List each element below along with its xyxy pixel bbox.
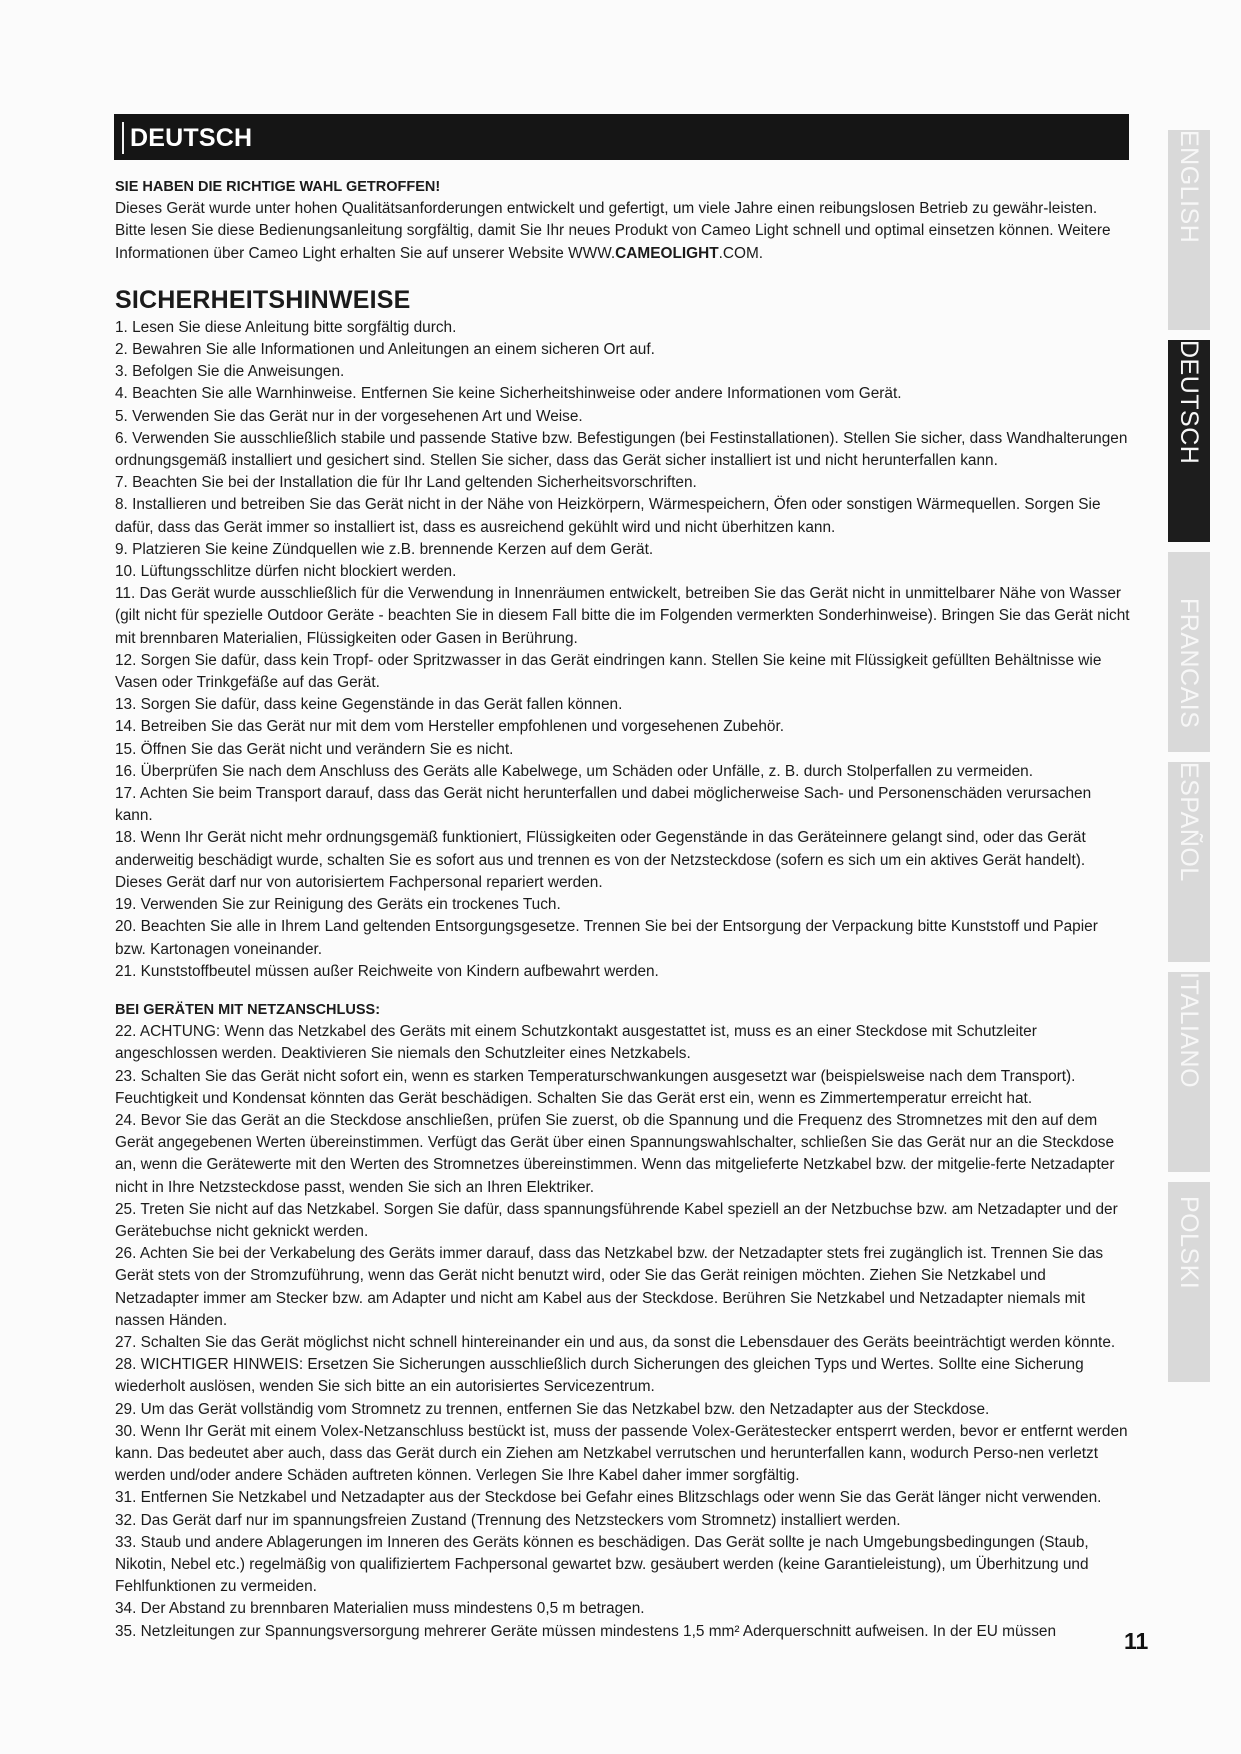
tab-deutsch[interactable] <box>1168 340 1210 542</box>
tab-english[interactable] <box>1168 130 1210 330</box>
tab-italiano[interactable] <box>1168 972 1210 1172</box>
safety-heading: SICHERHEITSHINWEISE <box>115 285 411 314</box>
safety-item: 6. Verwenden Sie ausschließlich stabile und passende Stative bzw. Befestigungen (bei Festinstallationen). Stellen Sie sicher, dass Wandhalterungen ordnungsgemäß installiert und gesichert sind. Stellen Sie sicher, dass das Gerät sicher installiert ist und nicht herunterfallen kann. <box>115 429 1128 470</box>
page-number: 11 <box>1124 1628 1149 1654</box>
safety-item: 14. Betreiben Sie das Gerät nur mit dem vom Hersteller empfohlenen und vorgesehenen Zubehör. <box>115 718 785 736</box>
intro-heading: SIE HABEN DIE RICHTIGE WAHL GETROFFEN! <box>115 179 441 195</box>
language-banner <box>114 114 1129 160</box>
intro-paragraph <box>115 198 1130 265</box>
tab-polski[interactable] <box>1168 1182 1210 1382</box>
mains-item: 35. Netzleitungen zur Spannungsversorgung mehrerer Geräte müssen mindestens 1,5 mm² Aderquerschnitt aufweisen. In der EU müssen <box>115 1622 1057 1640</box>
safety-item: 3. Befolgen Sie die Anweisungen. <box>115 363 345 381</box>
intro-text: Dieses Gerät wurde unter hohen Qualitätsanforderungen entwickelt und gefertigt, um viele Jahre einen reibungslosen Betrieb zu gewähr-leisten. Bitte lesen Sie diese Bedienungsanleitung sorgfältig, damit Sie Ihr neues Produkt von Cameo Light schnell und optimal einsetzen können. Weitere Informationen über Cameo Light erhalten Sie auf unserer Website WWW. <box>115 200 1111 262</box>
mains-item: 31. Entfernen Sie Netzkabel und Netzadapter aus der Steckdose bei Gefahr eines Blitzschlags oder wenn Sie das Gerät länger nicht verwenden. <box>115 1489 1102 1507</box>
tab-polski-label: POLSKI <box>1175 1196 1203 1290</box>
intro-text-end: .COM. <box>718 244 764 262</box>
safety-item: 7. Beachten Sie bei der Installation die für Ihr Land geltenden Sicherheitsvorschriften. <box>115 474 697 492</box>
mains-item: 32. Das Gerät darf nur im spannungsfreien Zustand (Trennung des Netzsteckers vom Stromnetz) installiert werden. <box>115 1511 901 1529</box>
tab-francais[interactable] <box>1168 552 1210 752</box>
safety-item: 1. Lesen Sie diese Anleitung bitte sorgfältig durch. <box>115 318 457 336</box>
tab-deutsch-label: DEUTSCH <box>1175 340 1203 465</box>
safety-item: 17. Achten Sie beim Transport darauf, dass das Gerät nicht herunterfallen und dabei möglicherweise Sach- und Personenschäden verursachen kann. <box>115 785 1092 825</box>
safety-item: 19. Verwenden Sie zur Reinigung des Geräts ein trockenes Tuch. <box>115 896 561 914</box>
language-header: DEUTSCH <box>122 122 258 154</box>
mains-item: 22. ACHTUNG: Wenn das Netzkabel des Geräts mit einem Schutzkontakt ausgestattet ist, muss es an einer Steckdose mit Schutzleiter angeschlossen werden. Deaktivieren Sie niemals den Schutzleiter eines Netzkabels. <box>115 1023 1037 1063</box>
mains-item: 23. Schalten Sie das Gerät nicht sofort ein, wenn es starken Temperaturschwankungen ausgesetzt war (beispielsweise nach dem Transport). Feuchtigkeit und Kondensat könnten das Gerät beschädigen. Schalten Sie das Gerät erst ein, wenn es Zimmertemperatur erreicht hat. <box>115 1067 1076 1107</box>
safety-item: 4. Beachten Sie alle Warnhinweise. Entfernen Sie keine Sicherheitshinweise oder andere Informationen vom Gerät. <box>115 385 902 403</box>
safety-item: 15. Öffnen Sie das Gerät nicht und verändern Sie es nicht. <box>115 740 514 758</box>
tab-espanol[interactable] <box>1168 762 1210 962</box>
safety-item: 16. Überprüfen Sie nach dem Anschluss des Geräts alle Kabelwege, um Schäden oder Unfälle, z. B. durch Stolperfallen zu vermeiden. <box>115 762 1033 780</box>
safety-item: 9. Platzieren Sie keine Zündquellen wie z.B. brennende Kerzen auf dem Gerät. <box>115 540 654 558</box>
mains-list <box>115 1021 1130 1643</box>
safety-item: 12. Sorgen Sie dafür, dass kein Tropf- oder Spritzwasser in das Gerät eindringen kann. Stellen Sie keine mit Flüssigkeit gefüllten Behältnisse wie Vasen oder Trinkgefäße auf das Gerät. <box>115 651 1102 692</box>
tab-francais-label: FRANCAIS <box>1175 598 1203 729</box>
mains-item: 33. Staub und andere Ablagerungen im Inneren des Geräts können es beschädigen. Das Gerät sollte je nach Umgebungsbedingungen (Staub, Nikotin, Nebel etc.) regelmäßig von qualifiziertem Fachpersonal gewartet bzw. gesäubert werden (keine Garantieleistung), um Überhitzung und Fehlfunktionen zu vermeiden. <box>115 1533 1089 1596</box>
mains-item: 26. Achten Sie bei der Verkabelung des Geräts immer darauf, dass das Netzkabel bzw. der Netzadapter stets frei zugänglich ist. Trennen Sie das Gerät stets von der Stromzuführung, wenn das Gerät nicht benutzt wird, oder Sie das Gerät reinigen möchten. Ziehen Sie Netzkabel und Netzadapter immer am Stecker bzw. am Adapter und nicht am Kabel aus der Steckdose. Berühren Sie Netzkabel und Netzadapter niemals mit nassen Händen. <box>115 1245 1104 1329</box>
mains-item: 34. Der Abstand zu brennbaren Materialien muss mindestens 0,5 m betragen. <box>115 1600 645 1618</box>
safety-item: 10. Lüftungsschlitze dürfen nicht blockiert werden. <box>115 563 457 581</box>
safety-item: 11. Das Gerät wurde ausschließlich für die Verwendung in Innenräumen entwickelt, betreiben Sie das Gerät nicht in unmittelbarer Nähe von Wasser (gilt nicht für spezielle Outdoor Geräte - beachten Sie in diesem Fall bitte die im Folgenden vermerkten Sonderhinweise). Bringen Sie das Gerät nicht mit brennbaren Materialien, Flüssigkeiten oder Gasen in Berührung. <box>115 585 1130 647</box>
mains-heading: BEI GERÄTEN MIT NETZANSCHLUSS: <box>115 1001 381 1018</box>
mains-item: 28. WICHTIGER HINWEIS: Ersetzen Sie Sicherungen ausschließlich durch Sicherungen des gleichen Typs und Wertes. Sollte eine Sicherung wiederholt auslösen, wenden Sie sich bitte an ein autorisiertes Servicezentrum. <box>115 1356 1084 1396</box>
mains-item: 27. Schalten Sie das Gerät möglichst nicht schnell hintereinander ein und aus, da sonst die Lebensdauer des Geräts beeinträchtigt werden könnte. <box>115 1333 1116 1351</box>
safety-item: 18. Wenn Ihr Gerät nicht mehr ordnungsgemäß funktioniert, Flüssigkeiten oder Gegenstände in das Geräteinnere gelangt sind, oder das Gerät anderweitig beschädigt wurde, schalten Sie es sofort aus und trennen es von der Netzsteckdose (sofern es sich um ein aktives Gerät handelt). Dieses Gerät darf nur von autorisiertem Fachpersonal repariert werden. <box>115 829 1086 891</box>
safety-item: 20. Beachten Sie alle in Ihrem Land geltenden Entsorgungsgesetze. Trennen Sie bei der Entsorgung der Verpackung bitte Kunststoff und Papier bzw. Kartonagen voneinander. <box>115 918 1098 958</box>
brand-name: CAMEOLIGHT <box>615 244 719 262</box>
tab-espanol-label: ESPAÑOL <box>1175 762 1203 882</box>
tab-italiano-label: ITALIANO <box>1175 972 1203 1089</box>
mains-item: 24. Bevor Sie das Gerät an die Steckdose anschließen, prüfen Sie zuerst, ob die Spannung und die Frequenz des Stromnetzes mit den auf dem Gerät angegebenen Werten übereinstimmen. Verfügt das Gerät über einen Spannungswahlschalter, schließen Sie das Gerät nur an die Steckdose an, wenn die Gerätewerte mit den Werten des Stromnetzes übereinstimmen. Wenn das mitgelieferte Netzkabel bzw. der mitgelie-ferte Netzadapter nicht in Ihre Netzsteckdose passt, wenden Sie sich an Ihren Elektriker. <box>115 1111 1115 1196</box>
safety-list <box>115 317 1130 983</box>
tab-english-label: ENGLISH <box>1175 130 1203 244</box>
safety-item: 21. Kunststoffbeutel müssen außer Reichweite von Kindern aufbewahrt werden. <box>115 962 659 980</box>
mains-item: 25. Treten Sie nicht auf das Netzkabel. Sorgen Sie dafür, dass spannungsführende Kabel speziell an der Netzbuchse bzw. am Netzadapter und der Gerätebuchse nicht geknickt werden. <box>115 1200 1118 1240</box>
safety-item: 2. Bewahren Sie alle Informationen und Anleitungen an einem sicheren Ort auf. <box>115 341 655 359</box>
page-content <box>115 176 1130 1643</box>
mains-item: 29. Um das Gerät vollständig vom Stromnetz zu trennen, entfernen Sie das Netzkabel bzw. den Netzadapter aus der Steckdose. <box>115 1400 990 1418</box>
safety-item: 13. Sorgen Sie dafür, dass keine Gegenstände in das Gerät fallen können. <box>115 696 623 714</box>
safety-item: 8. Installieren und betreiben Sie das Gerät nicht in der Nähe von Heizkörpern, Wärmespeichern, Öfen oder sonstigen Wärmequellen. Sorgen Sie dafür, dass das Gerät immer so installiert ist, dass es ausreichend gekühlt wird und nicht überhitzen kann. <box>115 496 1101 536</box>
mains-item: 30. Wenn Ihr Gerät mit einem Volex-Netzanschluss bestückt ist, muss der passende Volex-Gerätestecker entsperrt werden, bevor er entfernt werden kann. Das bedeutet aber auch, dass das Gerät durch ein Ziehen am Netzkabel verrutschen und herunterfallen kann, wodurch Perso-nen verletzt werden und/oder andere Schäden auftreten können. Verlegen Sie Ihre Kabel daher immer sorgfältig. <box>115 1422 1128 1485</box>
safety-item: 5. Verwenden Sie das Gerät nur in der vorgesehenen Art und Weise. <box>115 407 583 425</box>
